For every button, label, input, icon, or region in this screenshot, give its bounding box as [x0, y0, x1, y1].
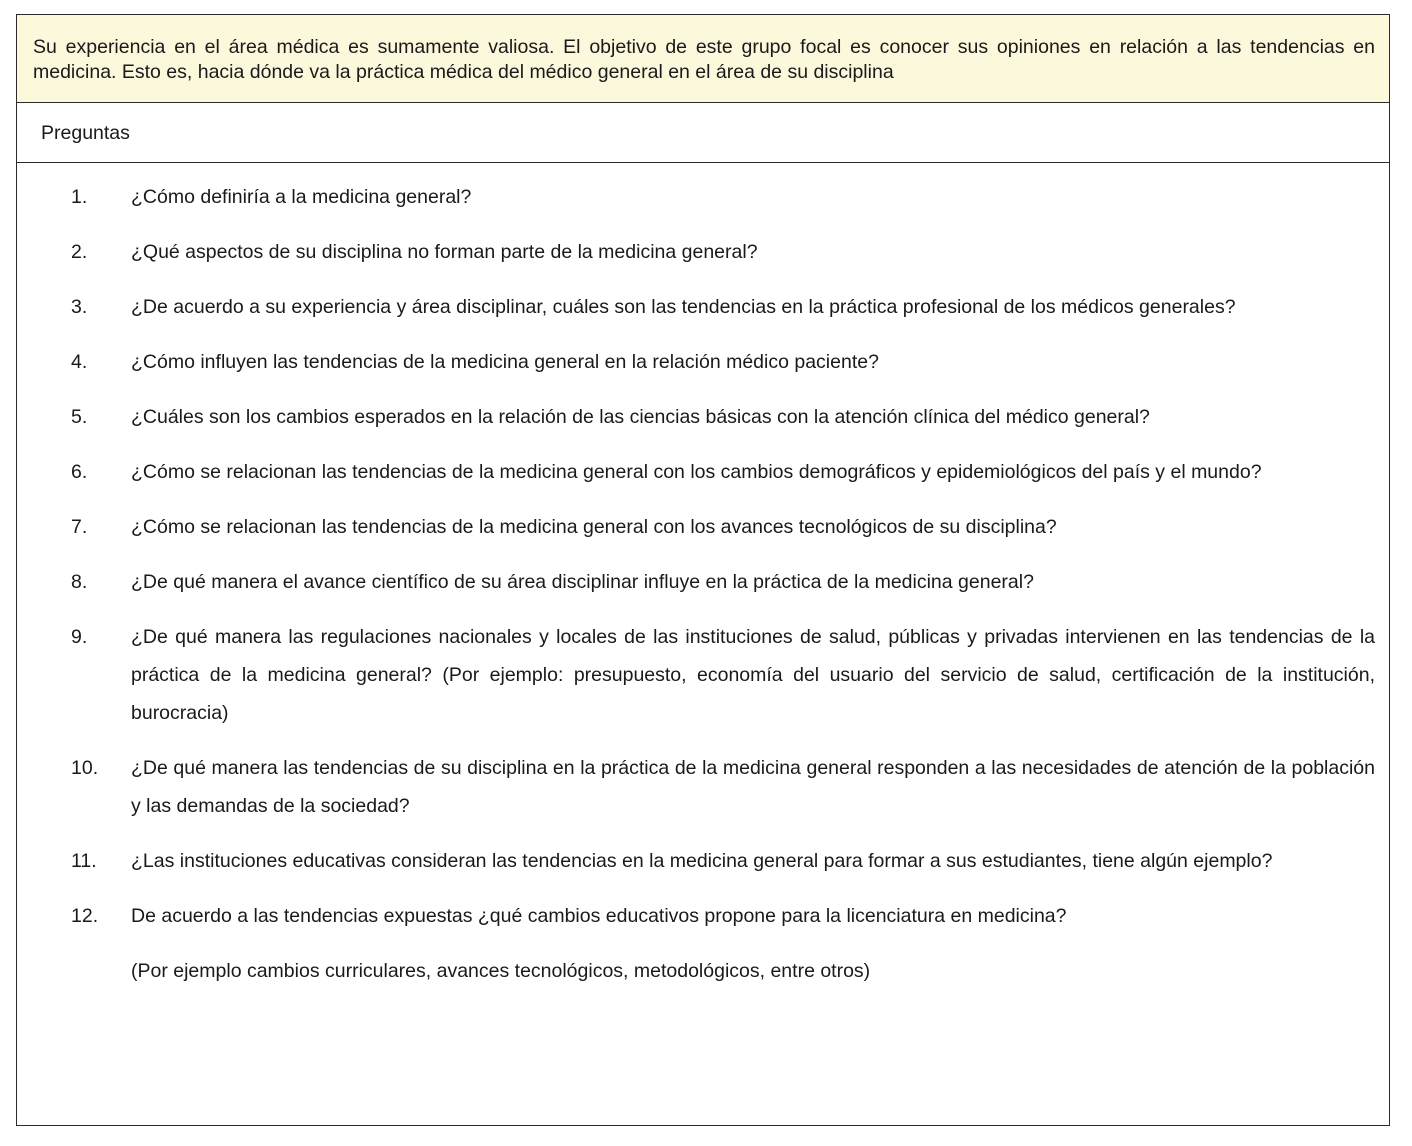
question-text: ¿Cuáles son los cambios esperados en la relación de las ciencias básicas con la atención clínica del médico general? — [131, 406, 1150, 428]
question-number: 8. — [71, 571, 88, 593]
question-item — [17, 897, 1375, 935]
question-text: ¿Cómo se relacionan las tendencias de la medicina general con los cambios demográficos y epidemiológicos del país y el mundo? — [131, 461, 1262, 483]
intro-paragraph: Su experiencia en el área médica es sumamente valiosa. El objetivo de este grupo focal es conocer sus opiniones en relación a las tendencias en medicina. Esto es, hacia dónde va la práctica médica del médico general en el área de su disciplina — [17, 15, 1389, 103]
question-number: 12. — [71, 905, 99, 927]
question-number: 10. — [71, 757, 99, 779]
question-text: ¿Cómo definiría a la medicina general? — [131, 186, 472, 208]
question-text: ¿Las instituciones educativas consideran las tendencias en la medicina general para formar a sus estudiantes, tiene algún ejemplo? — [131, 850, 1273, 872]
question-text: ¿Cómo se relacionan las tendencias de la medicina general con los avances tecnológicos de su disciplina? — [131, 516, 1057, 538]
question-item — [17, 233, 1375, 271]
question-text: De acuerdo a las tendencias expuestas ¿qué cambios educativos propone para la licenciatura en medicina? — [131, 905, 1067, 927]
question-number: 4. — [71, 351, 88, 373]
question-item — [17, 618, 1375, 732]
question-number: 11. — [71, 850, 97, 872]
question-number: 1. — [71, 186, 88, 208]
question-item — [17, 508, 1375, 546]
question-number: 2. — [71, 241, 88, 263]
question-number: 3. — [71, 296, 88, 318]
questionnaire-table — [16, 14, 1390, 1126]
question-text: ¿Qué aspectos de su disciplina no forman parte de la medicina general? — [131, 241, 758, 263]
questions-list — [17, 163, 1389, 990]
question-item — [17, 288, 1375, 326]
question-number: 7. — [71, 516, 88, 538]
question-item — [17, 563, 1375, 601]
question-text: ¿Cómo influyen las tendencias de la medicina general en la relación médico paciente? — [131, 351, 879, 373]
question-item — [17, 453, 1375, 491]
question-item — [17, 178, 1375, 216]
question-item — [17, 749, 1375, 825]
preguntas-header: Preguntas — [17, 103, 1389, 163]
question-item — [17, 398, 1375, 436]
question-number: 6. — [71, 461, 88, 483]
question-item — [17, 343, 1375, 381]
question-text: ¿De acuerdo a su experiencia y área disciplinar, cuáles son las tendencias en la práctica profesional de los médicos generales? — [131, 296, 1236, 318]
question-followup-note: (Por ejemplo cambios curriculares, avances tecnológicos, metodológicos, entre otros) — [131, 960, 871, 982]
question-number: 9. — [71, 626, 88, 648]
question-number: 5. — [71, 406, 88, 428]
question-text: ¿De qué manera el avance científico de su área disciplinar influye en la práctica de la medicina general? — [131, 571, 1034, 593]
question-text: ¿De qué manera las regulaciones nacionales y locales de las instituciones de salud, públicas y privadas intervienen en las tendencias de la práctica de la medicina general? (Por ejemplo: presupuesto, economía del usuario del servicio de salud, certificación de la institución, burocracia) — [131, 626, 1375, 724]
question-text: ¿De qué manera las tendencias de su disciplina en la práctica de la medicina general responden a las necesidades de atención de la población y las demandas de la sociedad? — [131, 757, 1375, 817]
question-item — [17, 842, 1375, 880]
